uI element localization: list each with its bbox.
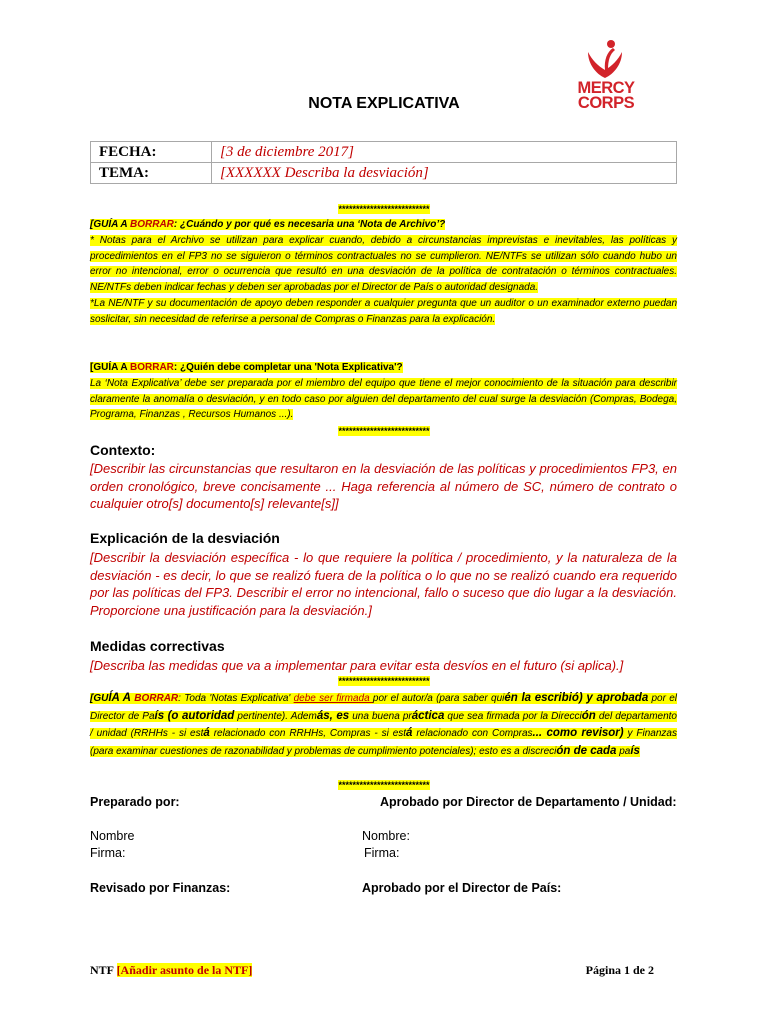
guide-prefix: [GUÍA A <box>90 362 130 373</box>
separator-stars: ************************** <box>338 426 430 436</box>
guide-paragraph: La ‘Nota Explicativa’ debe ser preparada por el miembro del equipo que tiene el mejor conocimiento de la situación para describir claramente la anomalía o desviación, y en todo caso por alguien del departamento del cual surge la desviación (Compras, Bodega, Programa, Finanzas , Recursos Humanos ...). <box>90 377 677 421</box>
guide-question: : ¿Cuándo y por qué es necesaria una ‘Nota de Archivo’? <box>173 219 446 230</box>
meta-value: [3 de diciembre 2017] <box>212 142 677 163</box>
section-text-medidas: [Describa las medidas que va a implementar para evitar esta desvíos en el futuro (si aplica).] <box>90 658 624 673</box>
guide-firmada: debe ser firmada <box>293 693 373 704</box>
section-heading-explicacion: Explicación de la desviación <box>90 530 280 546</box>
page-number: Página 1 de 2 <box>585 963 654 977</box>
meta-table <box>90 141 677 184</box>
section-heading-contexto: Contexto: <box>90 442 156 458</box>
guide-prefix: [GUÍA A <box>90 219 130 230</box>
name-label: Nombre: <box>362 829 410 843</box>
meta-label: TEMA: <box>91 163 212 184</box>
prepared-by-label: Preparado por: <box>90 795 180 809</box>
guide-borrar: BORRAR <box>130 219 174 230</box>
meta-label: FECHA: <box>91 142 212 163</box>
meta-row-fecha <box>91 142 677 163</box>
guide-borrar: BORRAR <box>130 362 174 373</box>
guide-signing: [GUÍA A BORRAR: Toda 'Notas Explicativa' debe ser firmada por el autor/a (para saber quién la escribió) y aprobada por el Director de País (o autoridad pertinente). Además, es una buena práctica que sea firmada por la Dirección del departamento / unidad (RRHHs - si está relacionado con RRHHs, Compras - si está relacionado con Compras... como revisor) y Finanzas (para examinar cuestiones de razonabilidad y problemas de cumplimiento potenciales); esto es a discreción de cada país <box>90 692 677 757</box>
logo-text-mercy: MERCY <box>577 79 635 97</box>
name-label: Nombre <box>90 829 135 843</box>
separator-stars: ************************** <box>338 676 430 686</box>
footer-ntf: NTF [Añadir asunto de la NTF] <box>90 963 253 977</box>
document-title: NOTA EXPLICATIVA <box>308 95 460 112</box>
section-heading-medidas: Medidas correctivas <box>90 638 225 654</box>
logo-text-corps: CORPS <box>577 94 635 112</box>
section-text-contexto: [Describir las circunstancias que resultaron en la desviación de las políticas y procedimientos FP3, en orden cronológico, breve concisamente ... Haga referencia al número de SC, número de contrato o cualquier otro[s] documento[s] relevante[s]] <box>90 461 677 511</box>
approved-country-label: Aprobado por el Director de País: <box>362 881 562 895</box>
separator-stars: ************************** <box>338 204 430 214</box>
meta-row-tema <box>91 163 677 184</box>
section-text-explicacion: [Describir la desviación específica - lo que requiere la política / procedimiento, y la naturaleza de la desviación - es decir, lo que se realizó fuera de la política o lo que no se realizó cuando era requerido por las políticas del FP3. Describir el error no intencional, fallo o suceso que dio lugar a la desviación. Proporcione una justificación para la desviación.] <box>90 550 677 618</box>
guide-paragraph: *La NE/NTF y su documentación de apoyo deben responder a cualquier pregunta que un auditor o un examinador externo puedan soslicitar, sin necesidad de referirse a personal de Compras o Finanzas para la explicación. <box>90 297 677 325</box>
footer-ntf-subject: [Añadir asunto de la NTF] <box>116 963 253 977</box>
separator-stars: ************************** <box>338 780 430 790</box>
meta-value: [XXXXXX Describa la desviación] <box>212 163 677 184</box>
guide-paragraph: * Notas para el Archivo se utilizan para explicar cuando, debido a circunstancias imprevistas e inevitables, las políticas y procedimientos en el FP3 no se siguieron o términos contractuales no se cumplieron. NE/NTFs se utilizan sólo cuando hubo un error no intencional, error o ocurrencia que resultó en una desviación de la política de contratación o términos contractuales. NE/NTFs deben indicar fechas y deben ser aprobadas por el Director de País o autoridad designada. <box>90 234 677 294</box>
signature-label: Firma: <box>90 846 126 860</box>
logo-figure-icon <box>582 38 628 82</box>
guide-question: : ¿Quién debe completar una 'Nota Explicativa'? <box>173 362 403 373</box>
reviewed-finance-label: Revisado por Finanzas: <box>90 881 231 895</box>
guide-who <box>90 360 677 423</box>
approved-dept-label: Aprobado por Director de Departamento / Unidad: <box>380 795 677 809</box>
guide-when <box>90 217 677 328</box>
signature-label: Firma: <box>364 846 400 860</box>
